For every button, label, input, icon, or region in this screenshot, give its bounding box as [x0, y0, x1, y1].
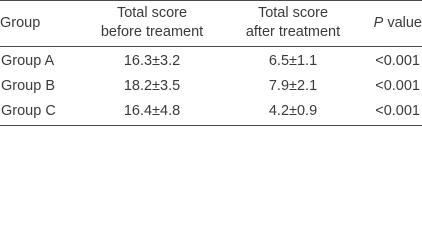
table-row [0, 74, 422, 99]
table-body [0, 47, 422, 126]
header-before-line1: Total score [116, 5, 188, 21]
table-row [0, 99, 422, 126]
cell-p-value: <0.001 [375, 78, 420, 94]
cell-before: 18.2±3.5 [123, 78, 181, 94]
table-header [0, 1, 422, 47]
header-p-letter: P [373, 14, 384, 31]
cell-before: 16.4±4.8 [78, 99, 226, 126]
cell-after: 7.9±2.1 [268, 78, 318, 94]
header-before-line2: before treament [100, 24, 204, 40]
header-after-line2: after treatment [245, 24, 341, 40]
cell-after: 6.5±1.1 [268, 53, 318, 69]
cell-p-value: <0.001 [375, 53, 420, 69]
table-row [0, 47, 422, 75]
cell-after: 4.2±0.9 [226, 99, 360, 126]
header-p-value [360, 1, 422, 47]
cell-group: Group C [0, 99, 78, 126]
cell-before: 16.3±3.2 [123, 53, 181, 69]
header-group-label: Group [0, 14, 41, 31]
header-p-rest: value [383, 14, 422, 31]
cell-p-value: <0.001 [360, 99, 422, 126]
cell-group: Group A [1, 53, 55, 69]
cell-group: Group B [1, 78, 55, 94]
header-after-line1: Total score [257, 5, 329, 21]
header-after-treatment [226, 1, 360, 47]
header-row [0, 1, 422, 47]
header-group [0, 1, 78, 47]
header-before-treatment [78, 1, 226, 47]
